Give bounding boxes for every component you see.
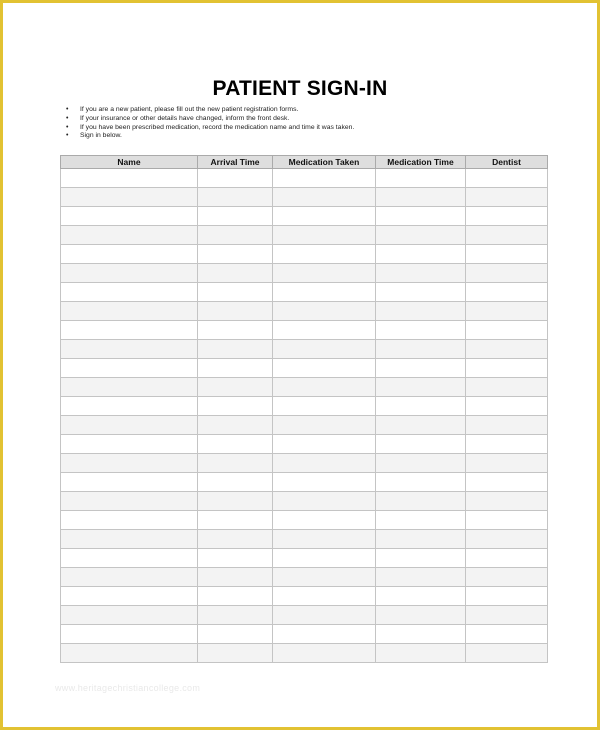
cell-dentist[interactable] bbox=[466, 359, 548, 378]
cell-dentist[interactable] bbox=[466, 606, 548, 625]
cell-dentist[interactable] bbox=[466, 435, 548, 454]
table-row bbox=[61, 245, 548, 264]
cell-dentist[interactable] bbox=[466, 473, 548, 492]
cell-arrival-time[interactable] bbox=[198, 226, 273, 245]
table-row bbox=[61, 625, 548, 644]
cell-medication-time[interactable] bbox=[376, 188, 466, 207]
cell-arrival-time[interactable] bbox=[198, 644, 273, 663]
cell-arrival-time[interactable] bbox=[198, 454, 273, 473]
cell-name[interactable] bbox=[61, 644, 198, 663]
cell-name[interactable] bbox=[61, 416, 198, 435]
cell-dentist[interactable] bbox=[466, 625, 548, 644]
cell-dentist[interactable] bbox=[466, 340, 548, 359]
cell-medication-time[interactable] bbox=[376, 340, 466, 359]
cell-arrival-time[interactable] bbox=[198, 188, 273, 207]
cell-arrival-time[interactable] bbox=[198, 207, 273, 226]
sign-in-table bbox=[60, 155, 548, 663]
cell-medication-taken[interactable] bbox=[273, 492, 376, 511]
cell-arrival-time[interactable] bbox=[198, 397, 273, 416]
cell-medication-taken[interactable] bbox=[273, 207, 376, 226]
cell-dentist[interactable] bbox=[466, 321, 548, 340]
cell-medication-time[interactable] bbox=[376, 530, 466, 549]
table-row bbox=[61, 207, 548, 226]
cell-dentist[interactable] bbox=[466, 188, 548, 207]
cell-name[interactable] bbox=[61, 283, 198, 302]
cell-arrival-time[interactable] bbox=[198, 473, 273, 492]
cell-name[interactable] bbox=[61, 321, 198, 340]
document-title: PATIENT SIGN-IN bbox=[212, 77, 388, 100]
cell-medication-time[interactable] bbox=[376, 511, 466, 530]
cell-arrival-time[interactable] bbox=[198, 169, 273, 188]
cell-arrival-time[interactable] bbox=[198, 606, 273, 625]
cell-medication-time[interactable] bbox=[376, 549, 466, 568]
table-row bbox=[61, 511, 548, 530]
cell-medication-time[interactable] bbox=[376, 226, 466, 245]
cell-name[interactable] bbox=[61, 587, 198, 606]
cell-medication-time[interactable] bbox=[376, 169, 466, 188]
cell-medication-time[interactable] bbox=[376, 435, 466, 454]
cell-dentist[interactable] bbox=[466, 568, 548, 587]
cell-arrival-time[interactable] bbox=[198, 568, 273, 587]
cell-medication-taken[interactable] bbox=[273, 283, 376, 302]
table-row bbox=[61, 378, 548, 397]
table-row bbox=[61, 264, 548, 283]
cell-arrival-time[interactable] bbox=[198, 511, 273, 530]
cell-name[interactable] bbox=[61, 473, 198, 492]
cell-name[interactable] bbox=[61, 207, 198, 226]
cell-medication-taken[interactable] bbox=[273, 606, 376, 625]
cell-medication-taken[interactable] bbox=[273, 397, 376, 416]
table-row bbox=[61, 169, 548, 188]
column-header-arrival-time: Arrival Time bbox=[198, 156, 273, 169]
cell-dentist[interactable] bbox=[466, 549, 548, 568]
table-row bbox=[61, 359, 548, 378]
cell-medication-time[interactable] bbox=[376, 207, 466, 226]
cell-medication-time[interactable] bbox=[376, 321, 466, 340]
cell-name[interactable] bbox=[61, 264, 198, 283]
table-row bbox=[61, 226, 548, 245]
cell-arrival-time[interactable] bbox=[198, 302, 273, 321]
table-row bbox=[61, 435, 548, 454]
cell-dentist[interactable] bbox=[466, 207, 548, 226]
cell-arrival-time[interactable] bbox=[198, 264, 273, 283]
table-row bbox=[61, 644, 548, 663]
cell-medication-taken[interactable] bbox=[273, 245, 376, 264]
table-row bbox=[61, 321, 548, 340]
cell-dentist[interactable] bbox=[466, 302, 548, 321]
cell-dentist[interactable] bbox=[466, 397, 548, 416]
cell-dentist[interactable] bbox=[466, 226, 548, 245]
column-header-medication-taken: Medication Taken bbox=[273, 156, 376, 169]
cell-medication-taken[interactable] bbox=[273, 454, 376, 473]
cell-name[interactable] bbox=[61, 568, 198, 587]
cell-medication-taken[interactable] bbox=[273, 511, 376, 530]
instruction-item: • Sign in below. bbox=[66, 132, 354, 141]
cell-arrival-time[interactable] bbox=[198, 340, 273, 359]
cell-name[interactable] bbox=[61, 245, 198, 264]
cell-medication-taken[interactable] bbox=[273, 416, 376, 435]
cell-medication-taken[interactable] bbox=[273, 473, 376, 492]
cell-name[interactable] bbox=[61, 397, 198, 416]
column-header-dentist: Dentist bbox=[466, 156, 548, 169]
cell-name[interactable] bbox=[61, 549, 198, 568]
cell-dentist[interactable] bbox=[466, 264, 548, 283]
cell-dentist[interactable] bbox=[466, 378, 548, 397]
cell-arrival-time[interactable] bbox=[198, 283, 273, 302]
cell-arrival-time[interactable] bbox=[198, 359, 273, 378]
cell-dentist[interactable] bbox=[466, 169, 548, 188]
cell-arrival-time[interactable] bbox=[198, 530, 273, 549]
cell-medication-time[interactable] bbox=[376, 568, 466, 587]
table-row bbox=[61, 606, 548, 625]
table-row bbox=[61, 397, 548, 416]
cell-name[interactable] bbox=[61, 511, 198, 530]
cell-medication-time[interactable] bbox=[376, 492, 466, 511]
cell-arrival-time[interactable] bbox=[198, 416, 273, 435]
cell-medication-time[interactable] bbox=[376, 473, 466, 492]
table-row bbox=[61, 188, 548, 207]
cell-name[interactable] bbox=[61, 359, 198, 378]
cell-name[interactable] bbox=[61, 625, 198, 644]
table-header-row bbox=[61, 156, 548, 169]
cell-medication-taken[interactable] bbox=[273, 264, 376, 283]
cell-dentist[interactable] bbox=[466, 530, 548, 549]
cell-name[interactable] bbox=[61, 530, 198, 549]
cell-medication-taken[interactable] bbox=[273, 378, 376, 397]
instruction-item: • If you have been prescribed medication, record the medication name and time it was taken. bbox=[66, 124, 354, 133]
cell-medication-time[interactable] bbox=[376, 625, 466, 644]
cell-medication-time[interactable] bbox=[376, 416, 466, 435]
cell-name[interactable] bbox=[61, 302, 198, 321]
table-row bbox=[61, 549, 548, 568]
cell-medication-taken[interactable] bbox=[273, 644, 376, 663]
cell-arrival-time[interactable] bbox=[198, 245, 273, 264]
cell-medication-taken[interactable] bbox=[273, 568, 376, 587]
cell-medication-time[interactable] bbox=[376, 587, 466, 606]
cell-arrival-time[interactable] bbox=[198, 321, 273, 340]
cell-medication-taken[interactable] bbox=[273, 321, 376, 340]
cell-name[interactable] bbox=[61, 340, 198, 359]
instruction-item: • If you are a new patient, please fill out the new patient registration forms. bbox=[66, 106, 354, 115]
cell-medication-time[interactable] bbox=[376, 454, 466, 473]
cell-medication-taken[interactable] bbox=[273, 302, 376, 321]
cell-dentist[interactable] bbox=[466, 245, 548, 264]
cell-medication-time[interactable] bbox=[376, 359, 466, 378]
cell-medication-time[interactable] bbox=[376, 606, 466, 625]
watermark-text: www.heritagechristiancollege.com bbox=[55, 683, 201, 693]
cell-medication-taken[interactable] bbox=[273, 549, 376, 568]
cell-medication-taken[interactable] bbox=[273, 359, 376, 378]
column-header-name: Name bbox=[61, 156, 198, 169]
cell-medication-taken[interactable] bbox=[273, 530, 376, 549]
cell-name[interactable] bbox=[61, 435, 198, 454]
cell-medication-time[interactable] bbox=[376, 245, 466, 264]
cell-name[interactable] bbox=[61, 188, 198, 207]
cell-medication-time[interactable] bbox=[376, 644, 466, 663]
cell-dentist[interactable] bbox=[466, 492, 548, 511]
cell-medication-taken[interactable] bbox=[273, 188, 376, 207]
cell-medication-taken[interactable] bbox=[273, 169, 376, 188]
cell-arrival-time[interactable] bbox=[198, 435, 273, 454]
cell-dentist[interactable] bbox=[466, 511, 548, 530]
cell-name[interactable] bbox=[61, 169, 198, 188]
cell-dentist[interactable] bbox=[466, 644, 548, 663]
cell-name[interactable] bbox=[61, 226, 198, 245]
table-row bbox=[61, 302, 548, 321]
column-header-medication-time: Medication Time bbox=[376, 156, 466, 169]
table-row bbox=[61, 283, 548, 302]
cell-medication-time[interactable] bbox=[376, 302, 466, 321]
sign-in-table-body bbox=[61, 169, 548, 663]
cell-medication-time[interactable] bbox=[376, 264, 466, 283]
cell-dentist[interactable] bbox=[466, 587, 548, 606]
cell-name[interactable] bbox=[61, 606, 198, 625]
cell-arrival-time[interactable] bbox=[198, 625, 273, 644]
cell-dentist[interactable] bbox=[466, 283, 548, 302]
cell-arrival-time[interactable] bbox=[198, 492, 273, 511]
table-row bbox=[61, 587, 548, 606]
table-row bbox=[61, 416, 548, 435]
cell-medication-taken[interactable] bbox=[273, 587, 376, 606]
cell-name[interactable] bbox=[61, 378, 198, 397]
table-row bbox=[61, 530, 548, 549]
cell-medication-time[interactable] bbox=[376, 397, 466, 416]
cell-dentist[interactable] bbox=[466, 454, 548, 473]
table-row bbox=[61, 340, 548, 359]
cell-medication-taken[interactable] bbox=[273, 435, 376, 454]
cell-medication-time[interactable] bbox=[376, 378, 466, 397]
cell-medication-taken[interactable] bbox=[273, 340, 376, 359]
cell-medication-time[interactable] bbox=[376, 283, 466, 302]
instruction-list bbox=[66, 106, 354, 141]
cell-dentist[interactable] bbox=[466, 416, 548, 435]
cell-arrival-time[interactable] bbox=[198, 587, 273, 606]
cell-arrival-time[interactable] bbox=[198, 549, 273, 568]
table-row bbox=[61, 492, 548, 511]
cell-arrival-time[interactable] bbox=[198, 378, 273, 397]
instruction-item: • If your insurance or other details have changed, inform the front desk. bbox=[66, 115, 354, 124]
cell-name[interactable] bbox=[61, 492, 198, 511]
cell-medication-taken[interactable] bbox=[273, 625, 376, 644]
table-row bbox=[61, 568, 548, 587]
cell-medication-taken[interactable] bbox=[273, 226, 376, 245]
table-row bbox=[61, 473, 548, 492]
table-row bbox=[61, 454, 548, 473]
cell-name[interactable] bbox=[61, 454, 198, 473]
